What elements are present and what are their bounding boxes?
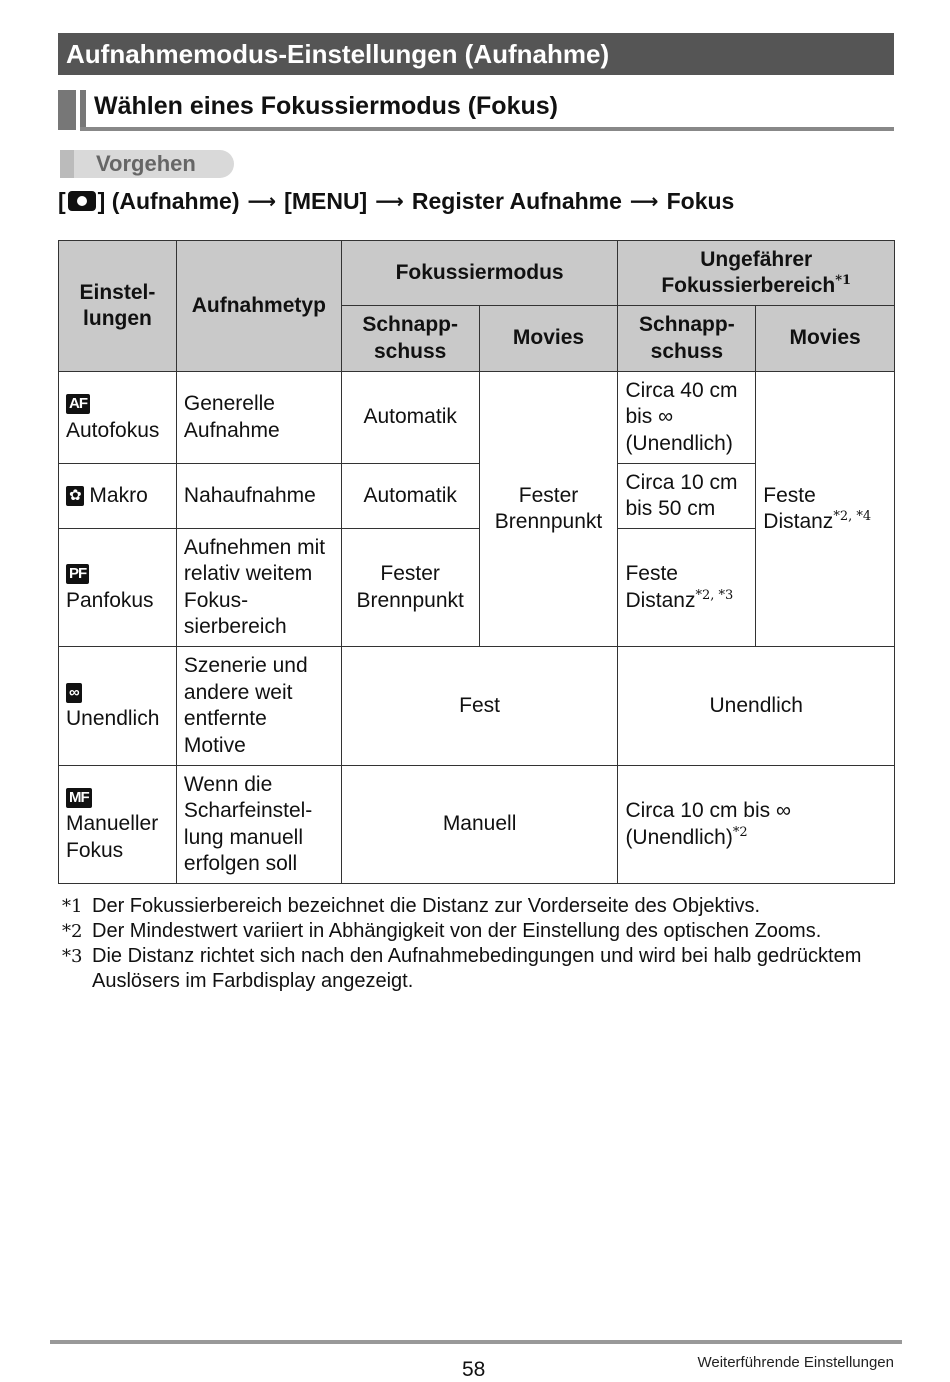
range-cell: Circa 10 cm bis ∞ (Unendlich)$^{*2}$	[618, 766, 895, 884]
shot-type-cell: Wenn die Scharfeinstel-lung manuell erfolgen soll	[176, 766, 341, 884]
autofocus-icon: AF	[66, 394, 90, 414]
footnote-mark: *3	[62, 946, 83, 967]
snapshot-range-cell: Circa 40 cm bis ∞ (Unendlich)	[618, 372, 756, 464]
header-snapshot: Schnapp- schuss	[341, 306, 479, 372]
page-number: 58	[462, 1358, 486, 1381]
header-movies: Movies	[479, 306, 618, 372]
footnote-ref: *2, *4	[833, 509, 872, 524]
shot-type-cell: Generelle Aufnahme	[176, 372, 341, 464]
footnote-text: Der Fokussierbereich bezeichnet die Distanz zur Vorderseite des Objektivs.	[92, 895, 761, 917]
setting-cell: PF Panfokus	[59, 529, 177, 647]
focus-mode-table	[58, 240, 895, 884]
table-row	[59, 766, 895, 884]
arrow-right-icon: ⟶	[629, 190, 659, 213]
header-settings: Einstel- lungen	[59, 241, 177, 372]
movies-range-cell: Feste Distanz$^{*2, *4}$	[756, 372, 895, 647]
header-focus-mode: Fokussiermodus	[341, 241, 618, 306]
header-movies-range: Movies	[756, 306, 895, 372]
footnotes	[62, 894, 902, 994]
footnote-ref: *2, *3	[695, 587, 734, 603]
panfocus-icon: PF	[66, 564, 89, 584]
snapshot-range-cell: Feste Distanz$^{*2, *3}$	[618, 529, 756, 647]
arrow-right-icon: ⟶	[247, 190, 277, 213]
setting-cell: AF Autofokus	[59, 372, 177, 464]
footnote-text: Die Distanz richtet sich nach den Aufnahmebedingungen und wird bei halb gedrücktem Auslösers im Farbdisplay angezeigt.	[92, 945, 862, 992]
table-row	[59, 647, 895, 766]
path-step-register: Register Aufnahme	[411, 187, 622, 214]
heading-underline	[80, 127, 894, 131]
range-cell: Unendlich	[618, 647, 895, 766]
infinity-icon: ∞	[66, 683, 82, 703]
setting-cell: ∞ Unendlich	[59, 647, 177, 766]
setting-cell: ✿ Makro	[59, 464, 177, 529]
snapshot-range-cell: Circa 10 cm bis 50 cm	[618, 464, 756, 529]
shot-type-cell: Aufnehmen mit relativ weitem Fokus-sierbereich	[176, 529, 341, 647]
procedure-label: Vorgehen	[96, 151, 196, 176]
footnote	[62, 894, 902, 919]
macro-flower-icon: ✿	[66, 486, 84, 506]
footer-divider	[50, 1340, 902, 1344]
footnote-ref: *1	[835, 273, 852, 288]
footnote	[62, 919, 902, 944]
footnote-mark: *1	[62, 896, 83, 917]
movies-mode-cell: Fester Brennpunkt	[479, 372, 618, 647]
header-shot-type: Aufnahmetyp	[176, 241, 341, 372]
procedure-label-stripe	[60, 150, 74, 178]
footer-section-label: Weiterführende Einstellungen	[697, 1354, 894, 1371]
heading-marker-thin	[80, 90, 86, 130]
snapshot-mode-cell: Automatik	[341, 372, 479, 464]
shot-type-cell: Nahaufnahme	[176, 464, 341, 529]
footnote-ref: *2	[732, 824, 748, 840]
header-snapshot-range: Schnapp- schuss	[618, 306, 756, 372]
setting-cell: MF Manueller Fokus	[59, 766, 177, 884]
subsection-title: Wählen eines Fokussiermodus (Fokus)	[94, 92, 558, 120]
subsection-heading	[58, 90, 894, 132]
focus-mode-cell: Manuell	[341, 766, 618, 884]
path-bracket-open: [	[58, 187, 66, 214]
camera-icon	[68, 191, 96, 211]
menu-path	[58, 186, 734, 216]
procedure-label-box	[60, 150, 234, 178]
path-step-aufnahme: ] (Aufnahme)	[97, 187, 240, 214]
manual-focus-icon: MF	[66, 788, 92, 808]
snapshot-mode-cell: Fester Brennpunkt	[341, 529, 479, 647]
footnote	[62, 944, 902, 994]
header-approx-range: Ungefährer Fokussierbereich$^{*1}$	[618, 241, 895, 306]
path-step-menu: [MENU]	[284, 187, 368, 214]
section-title: Aufnahmemodus-Einstellungen (Aufnahme)	[58, 33, 894, 75]
table-row	[59, 372, 895, 464]
arrow-right-icon: ⟶	[375, 190, 404, 213]
footnote-text: Der Mindestwert variiert in Abhängigkeit von der Einstellung des optischen Zooms.	[92, 920, 822, 942]
shot-type-cell: Szenerie und andere weit entfernte Motive	[176, 647, 341, 766]
heading-marker	[58, 90, 76, 130]
snapshot-mode-cell: Automatik	[341, 464, 479, 529]
focus-mode-cell: Fest	[341, 647, 618, 766]
footnote-mark: *2	[62, 921, 83, 942]
path-step-fokus: Fokus	[666, 187, 735, 214]
